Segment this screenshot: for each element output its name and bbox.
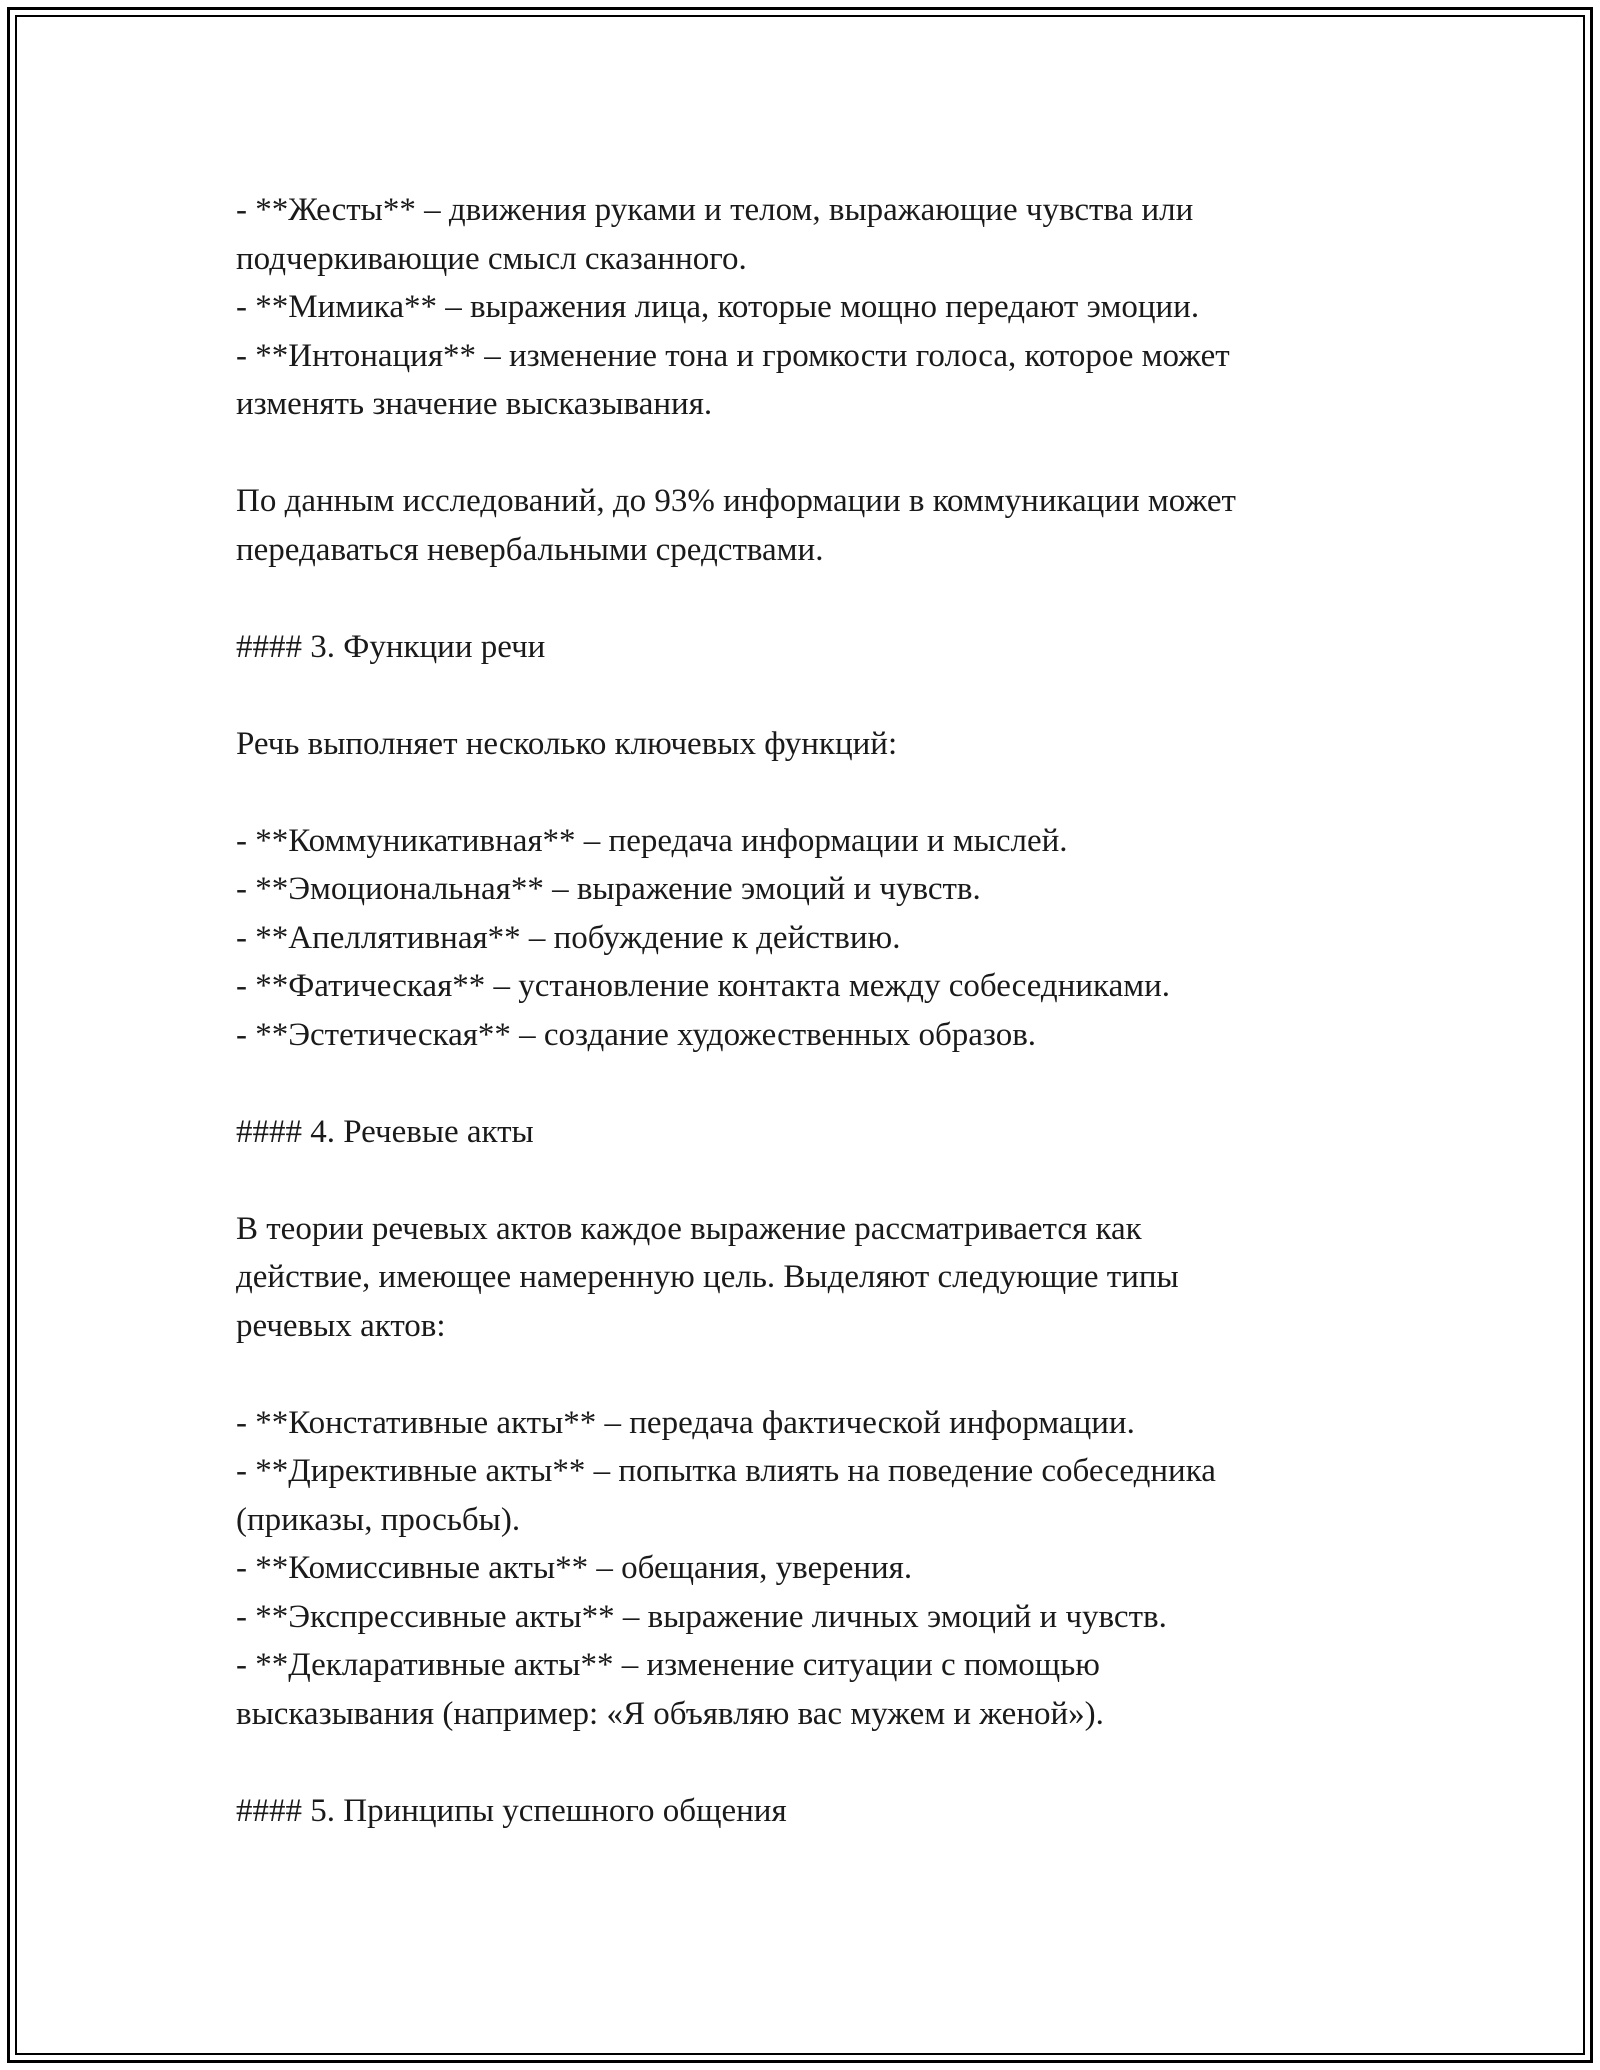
text-line: речевых актов: <box>236 1307 446 1344</box>
blank-line <box>236 574 1416 623</box>
blank-line <box>236 671 1416 720</box>
list-item-line: - **Декларативные акты** – изменение ситуации с помощью <box>236 1647 1100 1683</box>
text-line: высказывания (например: «Я объявляю вас мужем и женой»). <box>236 1695 1104 1732</box>
text-line: изменять значение высказывания. <box>236 386 713 422</box>
text-line: подчеркивающие смысл сказанного. <box>236 240 747 277</box>
list-item-line: - **Констативные акты** – передача фактической информации. <box>236 1404 1135 1441</box>
list-item-line: - **Апеллятивная** – побуждение к действию. <box>236 919 901 956</box>
text-line: (приказы, просьбы). <box>236 1501 521 1538</box>
list-item-line: - **Фатическая** – установление контакта между собеседниками. <box>236 968 1171 1004</box>
list-item-line: - **Экспрессивные акты** – выражение личных эмоций и чувств. <box>236 1598 1167 1635</box>
list-item-line: - **Комиссивные акты** – обещания, уверения. <box>236 1550 913 1586</box>
section-heading: #### 4. Речевые акты <box>236 1113 534 1150</box>
blank-line <box>236 1059 1416 1108</box>
document-body <box>236 186 1416 1835</box>
list-item-line: - **Директивные акты** – попытка влиять на поведение собеседника <box>236 1453 1216 1489</box>
text-line: По данным исследований, до 93% информации в коммуникации может <box>236 483 1236 519</box>
text-line: передаваться невербальными средствами. <box>236 531 824 568</box>
text-line: действие, имеющее намеренную цель. Выделяют следующие типы <box>236 1259 1179 1295</box>
blank-line <box>236 429 1416 478</box>
section-heading: #### 3. Функции речи <box>236 628 546 665</box>
blank-line <box>236 1350 1416 1399</box>
list-item-line: - **Интонация** – изменение тона и громкости голоса, которое может <box>236 337 1230 374</box>
list-item-line: - **Эмоциональная** – выражение эмоций и чувств. <box>236 871 981 907</box>
list-item-line: - **Жесты** – движения руками и телом, выражающие чувства или <box>236 192 1194 228</box>
blank-line <box>236 768 1416 817</box>
text-line: Речь выполняет несколько ключевых функций: <box>236 725 898 762</box>
list-item-line: - **Коммуникативная** – передача информации и мыслей. <box>236 822 1068 859</box>
list-item-line: - **Мимика** – выражения лица, которые мощно передают эмоции. <box>236 289 1200 325</box>
section-heading: #### 5. Принципы успешного общения <box>236 1792 787 1829</box>
blank-line <box>236 1738 1416 1787</box>
text-line: В теории речевых актов каждое выражение рассматривается как <box>236 1210 1142 1247</box>
blank-line <box>236 1156 1416 1205</box>
list-item-line: - **Эстетическая** – создание художественных образов. <box>236 1016 1037 1053</box>
